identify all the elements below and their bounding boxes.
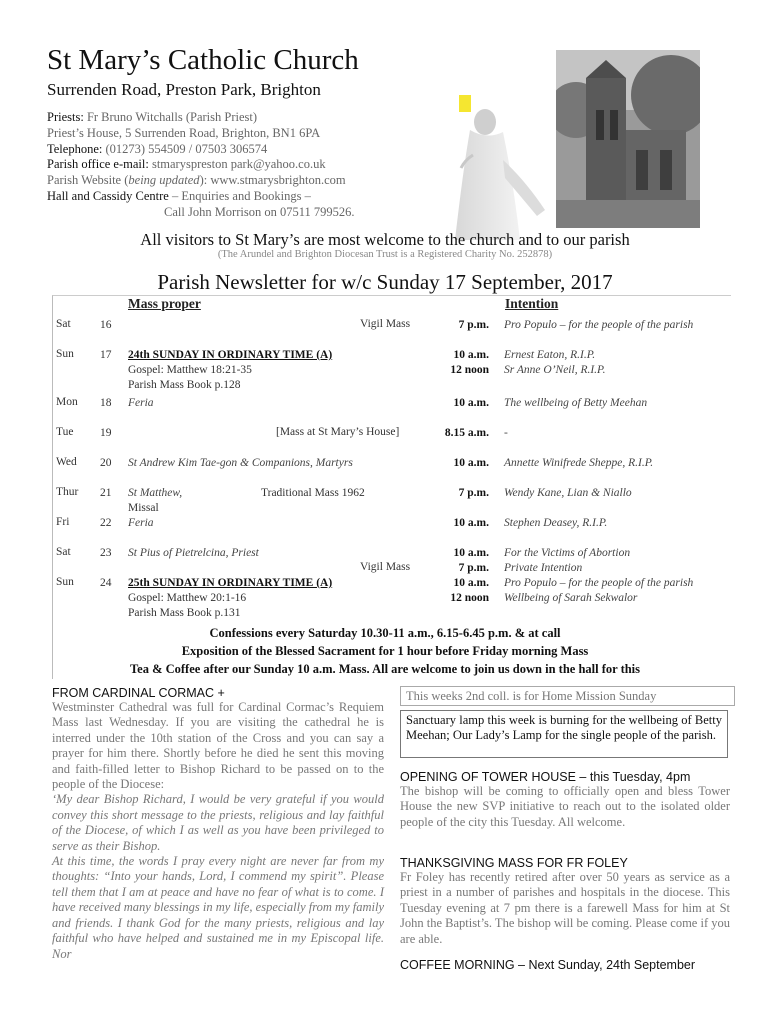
letter-text: ‘My dear Bishop Richard, I would be very grateful if you would convey this short message to the priests, religious and lay faithful of the Diocese, of which I as well as you have been privileged to serve as their Bishop. (52, 792, 384, 853)
intention: Wendy Kane, Lian & Niallo (504, 487, 632, 499)
mass-form-cont: Missal (128, 502, 159, 514)
table-row (53, 426, 731, 456)
gospel (128, 363, 428, 378)
welcome-message: All visitors to St Mary’s are most welcome to the church and to our parish (140, 230, 630, 249)
gospel-reading: Gospel: Matthew 18:21-35 (128, 364, 252, 376)
contact-info (47, 110, 407, 221)
intention (504, 348, 734, 378)
feast-name: St Matthew, (128, 487, 183, 499)
letter-text: At this time, the words I pray every night are never far from my thoughts: “Into your hands, Lord, I commend my spirit”. Please tell them that I am at peace and have no fear of what is to come. I have received many blessings in my life, especially from my family and friends. I thank God for the many priests, religious and lay faithful who have helped and sustained me in my Episcopal life. Nor (52, 854, 384, 961)
cardinal-heading: FROM CARDINAL CORMAC + (52, 686, 225, 700)
table-row (53, 456, 731, 486)
intention-1: For the Victims of Abortion (504, 547, 631, 559)
priests-label: Priests: (47, 110, 84, 124)
mass-location: [Mass at St Mary’s House] (276, 426, 400, 438)
day-number: 16 (100, 319, 112, 331)
email-value[interactable]: stmaryspreston park@yahoo.co.uk (151, 157, 326, 172)
hall-value: – Enquiries and Bookings – (168, 188, 311, 203)
day-name: Thur (56, 486, 79, 498)
day-name: Sat (56, 546, 71, 558)
table-row (53, 576, 731, 624)
mass-time (450, 348, 489, 378)
day-number: 19 (100, 427, 112, 439)
table-row (53, 348, 731, 396)
telephone-label: Telephone: (47, 141, 103, 156)
confessions-notice: Confessions every Saturday 10.30-11 a.m., 6.15-6.45 p.m. & at call (209, 626, 561, 640)
table-row (53, 486, 731, 516)
mass-type: Vigil Mass (360, 318, 411, 330)
charity-note: (The Arundel and Brighton Diocesan Trust is a Registered Charity No. 252878) (217, 249, 553, 260)
church-name: St Mary’s Catholic Church (47, 44, 359, 76)
sanctuary-lamp-box: Sanctuary lamp this week is burning for the wellbeing of Betty Meehan; Our Lady’s Lamp for the single people of the parish. (400, 710, 728, 758)
cardinal-letter-2 (52, 854, 384, 962)
foley-heading: THANKSGIVING MASS FOR FR FOLEY (400, 856, 628, 870)
website-url[interactable]: ): www.stmarysbrighton.com (199, 173, 346, 188)
day-number: 20 (100, 457, 112, 469)
newsletter-title: Parish Newsletter for w/c Sunday 17 September, 2017 (157, 270, 613, 294)
intention: Annette Winifrede Sheppe, R.I.P. (504, 457, 654, 469)
day-name: Sun (56, 576, 74, 588)
email-label: Parish office e-mail: (47, 157, 149, 172)
second-collection-box: This weeks 2nd coll. is for Home Mission Sunday (400, 686, 735, 706)
intention: - (504, 427, 508, 439)
mass-description (128, 486, 428, 516)
mass-form: Traditional Mass 1962 (261, 487, 365, 499)
mass-description (128, 348, 428, 393)
mass-description: Feria (128, 517, 154, 529)
cardinal-section (52, 686, 384, 962)
day-name: Mon (56, 396, 78, 408)
church-address: Surrenden Road, Preston Park, Brighton (47, 80, 321, 99)
tower-heading: OPENING OF TOWER HOUSE – this Tuesday, 4pm (400, 770, 691, 784)
mass-type: Vigil Mass (360, 561, 411, 573)
time-2: 12 noon (450, 592, 489, 604)
intention (504, 576, 734, 606)
mass-description: Feria (128, 397, 154, 409)
hall-label: Hall and Cassidy Centre (47, 188, 169, 203)
church-photo (556, 50, 700, 228)
mass-description: St Pius of Pietrelcina, Priest (128, 547, 259, 559)
day-number: 23 (100, 547, 112, 559)
mass-description (128, 576, 428, 621)
table-row (53, 396, 731, 426)
intention-1: Pro Populo – for the people of the parish (504, 577, 694, 589)
mass-book: Parish Mass Book p.128 (128, 379, 241, 391)
priests-house: Priest’s House, 5 Surrenden Road, Brighton, BN1 6PA (47, 125, 321, 140)
coffee-heading: COFFEE MORNING – Next Sunday, 24th September (400, 958, 696, 972)
mass-schedule-table (52, 295, 731, 679)
website-prefix: Parish Website ( (47, 173, 129, 188)
col-header-intention: Intention (505, 296, 559, 311)
time-1: 10 a.m. (453, 547, 489, 559)
day-name: Sat (56, 318, 71, 330)
tower-body: The bishop will be coming to officially open and bless Tower House the new SVP initiative to reach out to the isolated older people of the city this Tuesday. All welcome. (400, 784, 730, 829)
table-row (53, 318, 731, 348)
tea-coffee-notice: Tea & Coffee after our Sunday 10 a.m. Mass. All are welcome to join us down in the hall for this (129, 662, 641, 676)
website-line[interactable] (47, 173, 407, 189)
intention: Stephen Deasey, R.I.P. (504, 517, 608, 529)
day-number: 17 (100, 349, 112, 361)
sunday-title: 25th SUNDAY IN ORDINARY TIME (A) (128, 577, 333, 589)
exposition-notice: Exposition of the Blessed Sacrament for 1 hour before Friday morning Mass (181, 644, 589, 658)
day-number: 24 (100, 577, 112, 589)
time-2: 7 p.m. (458, 562, 489, 574)
day-number: 21 (100, 487, 112, 499)
madonna-statue-image (425, 100, 550, 240)
mass-time: 10 a.m. (453, 457, 489, 469)
intention-2: Sr Anne O’Neil, R.I.P. (504, 364, 606, 376)
intention: The wellbeing of Betty Meehan (504, 397, 648, 409)
cardinal-intro: Westminster Cathedral was full for Cardinal Cormac’s Requiem Mass last Wednesday. If you are visiting the cathedral he is interred under the 10th station of the Cross and you can say a prayer for him there. Shortly before he died he sent this moving and faith-filled letter to Bishop Richard to be passed on to the people of the Diocese: (52, 700, 384, 792)
day-name: Fri (56, 516, 70, 528)
mass-time: 7 p.m. (458, 487, 489, 499)
day-name: Wed (56, 456, 77, 468)
day-name: Tue (56, 426, 74, 438)
intention-1: Ernest Eaton, R.I.P. (504, 349, 596, 361)
mass-book: Parish Mass Book p.131 (128, 607, 241, 619)
mass-time: 10 a.m. (453, 397, 489, 409)
table-row (53, 546, 731, 576)
website-note: being updated (128, 173, 200, 188)
table-row (53, 516, 731, 546)
mass-time: 10 a.m. (453, 517, 489, 529)
day-name: Sun (56, 348, 74, 360)
intention (504, 546, 734, 576)
sunday-title: 24th SUNDAY IN ORDINARY TIME (A) (128, 349, 333, 361)
foley-body: Fr Foley has recently retired after over 50 years as service as a priest in a number of parishes and hospitals in the diocese. This Tuesday evening at 7 pm there is a farewell Mass for him at St John the Baptist’s. The bishop will be coming. Please come if you are able. (400, 870, 730, 946)
hall-contact: Call John Morrison on 07511 799526. (164, 204, 355, 219)
cardinal-letter-1 (52, 792, 384, 854)
col-header-mass-proper: Mass proper (128, 296, 201, 311)
mass-time (454, 546, 489, 576)
mass-time (450, 576, 489, 606)
telephone-value: (01273) 554509 / 07503 306574 (105, 141, 268, 156)
tower-house-section (400, 770, 730, 830)
day-number: 22 (100, 517, 112, 529)
mass-time: 8.15 a.m. (444, 427, 489, 439)
day-number: 18 (100, 397, 112, 409)
foley-section (400, 856, 730, 947)
time-1: 10 a.m. (453, 577, 489, 589)
time-2: 12 noon (450, 364, 489, 376)
coffee-section (400, 958, 730, 972)
mass-time: 7 p.m. (458, 319, 489, 331)
intention: Pro Populo – for the people of the parish (504, 319, 694, 331)
mass-description: St Andrew Kim Tae-gon & Companions, Martyrs (128, 457, 353, 469)
time-1: 10 a.m. (453, 349, 489, 361)
gospel-reading: Gospel: Matthew 20:1-16 (128, 592, 247, 604)
intention-2: Private Intention (504, 562, 583, 574)
intention-2: Wellbeing of Sarah Sekwalor (504, 592, 638, 604)
priests-value: Fr Bruno Witchalls (Parish Priest) (86, 110, 258, 124)
